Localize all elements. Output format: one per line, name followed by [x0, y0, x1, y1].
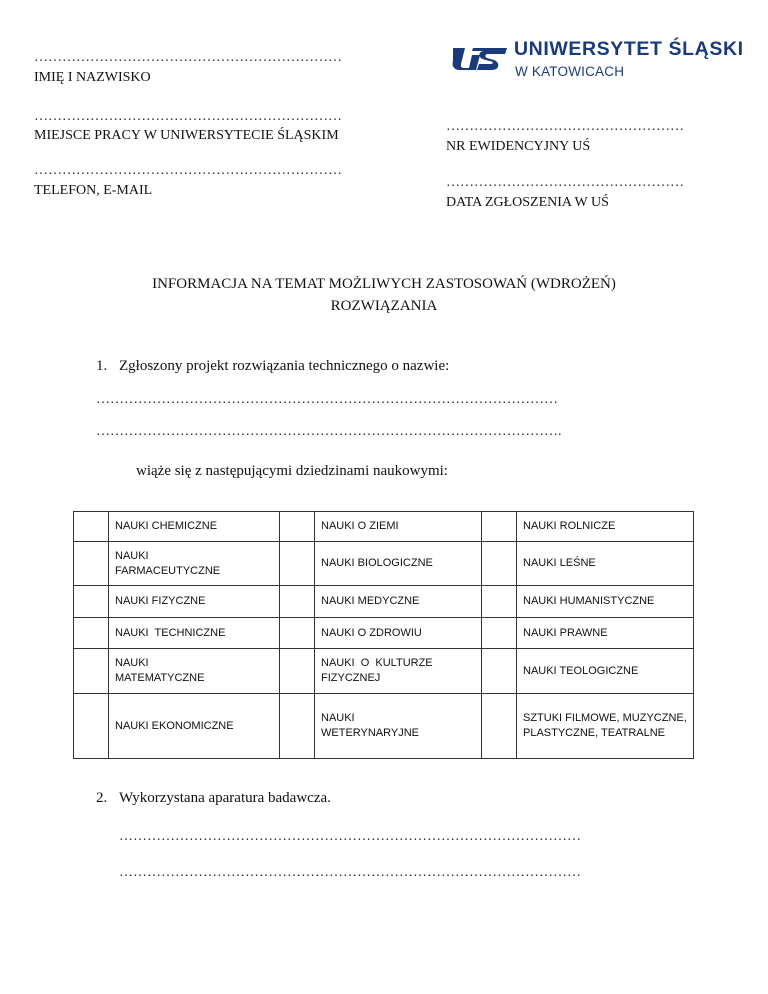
- project-name-line-1[interactable]: ………………………………………………………………………………………: [96, 392, 558, 407]
- contact-dotted-line[interactable]: …………………………………………………………: [34, 163, 342, 178]
- scientific-fields-table: [73, 511, 694, 759]
- field-checkbox[interactable]: [280, 649, 315, 694]
- table-row: [74, 694, 694, 759]
- name-dotted-line[interactable]: …………………………………………………………: [34, 50, 342, 65]
- page-title: [0, 273, 768, 317]
- field-checkbox[interactable]: [280, 586, 315, 618]
- field-checkbox[interactable]: [280, 694, 315, 759]
- field-label: NAUKI TECHNICZNE: [109, 618, 280, 649]
- field-checkbox[interactable]: [482, 542, 517, 586]
- field-checkbox[interactable]: [74, 542, 109, 586]
- field-checkbox[interactable]: [482, 512, 517, 542]
- field-label: NAUKI WETERYNARYJNE: [315, 694, 482, 759]
- field-label: NAUKI FIZYCZNE: [109, 586, 280, 618]
- title-line-2: ROZWIĄZANIA: [330, 298, 438, 314]
- table-row: [74, 618, 694, 649]
- section-1-number: 1.: [96, 358, 108, 374]
- field-checkbox[interactable]: [74, 512, 109, 542]
- field-label: NAUKI FARMACEUTYCZNE: [109, 542, 280, 586]
- field-checkbox[interactable]: [74, 694, 109, 759]
- table-row: [74, 542, 694, 586]
- table-row: [74, 649, 694, 694]
- contact-label: TELEFON, E-MAIL: [34, 183, 153, 198]
- field-label: NAUKI MEDYCZNE: [315, 586, 482, 618]
- field-label: NAUKI EKONOMICZNE: [109, 694, 280, 759]
- university-name: UNIWERSYTET ŚLĄSKI: [514, 38, 744, 60]
- name-label: IMIĘ I NAZWISKO: [34, 70, 151, 85]
- section-1-intro: wiąże się z następującymi dziedzinami naukowymi:: [136, 463, 448, 479]
- title-line-1: INFORMACJA NA TEMAT MOŻLIWYCH ZASTOSOWAŃ (WDROŻEŃ): [152, 276, 616, 292]
- section-2-heading: Wykorzystana aparatura badawcza.: [119, 790, 331, 806]
- field-label: NAUKI PRAWNE: [517, 618, 694, 649]
- section-2-number: 2.: [96, 790, 108, 806]
- field-label: SZTUKI FILMOWE, MUZYCZNE, PLASTYCZNE, TEATRALNE: [517, 694, 694, 759]
- field-checkbox[interactable]: [74, 649, 109, 694]
- project-name-line-2[interactable]: ……………………………………………………………………………………….: [96, 424, 562, 439]
- field-label: NAUKI TEOLOGICZNE: [517, 649, 694, 694]
- field-checkbox[interactable]: [482, 649, 517, 694]
- date-label: DATA ZGŁOSZENIA W UŚ: [446, 195, 609, 210]
- field-label: NAUKI ROLNICZE: [517, 512, 694, 542]
- field-checkbox[interactable]: [482, 618, 517, 649]
- id-label: NR EWIDENCYJNY UŚ: [446, 139, 591, 154]
- field-checkbox[interactable]: [74, 586, 109, 618]
- field-checkbox[interactable]: [280, 618, 315, 649]
- university-emblem-icon: [452, 44, 508, 74]
- date-dotted-line[interactable]: ……………………………………………: [446, 175, 684, 190]
- table-row: [74, 586, 694, 618]
- field-checkbox[interactable]: [482, 586, 517, 618]
- apparatus-line-2[interactable]: ………………………………………………………………………………………: [119, 865, 581, 880]
- field-checkbox[interactable]: [280, 512, 315, 542]
- apparatus-line-1[interactable]: ………………………………………………………………………………………: [119, 829, 581, 844]
- field-label: NAUKI O ZIEMI: [315, 512, 482, 542]
- field-checkbox[interactable]: [74, 618, 109, 649]
- university-logo: [452, 38, 744, 86]
- field-checkbox[interactable]: [482, 694, 517, 759]
- field-label: NAUKI LEŚNE: [517, 542, 694, 586]
- field-label: NAUKI BIOLOGICZNE: [315, 542, 482, 586]
- field-checkbox[interactable]: [280, 542, 315, 586]
- workplace-dotted-line[interactable]: …………………………………………………………: [34, 109, 342, 124]
- id-dotted-line[interactable]: ……………………………………………: [446, 119, 684, 134]
- field-label: NAUKI CHEMICZNE: [109, 512, 280, 542]
- field-label: NAUKI MATEMATYCZNE: [109, 649, 280, 694]
- table-row: [74, 512, 694, 542]
- university-city: W KATOWICACH: [515, 64, 625, 79]
- field-label: NAUKI O KULTURZE FIZYCZNEJ: [315, 649, 482, 694]
- section-1-heading: Zgłoszony projekt rozwiązania technicznego o nazwie:: [119, 358, 450, 374]
- field-label: NAUKI HUMANISTYCZNE: [517, 586, 694, 618]
- field-label: NAUKI O ZDROWIU: [315, 618, 482, 649]
- workplace-label: MIEJSCE PRACY W UNIWERSYTECIE ŚLĄSKIM: [34, 128, 339, 143]
